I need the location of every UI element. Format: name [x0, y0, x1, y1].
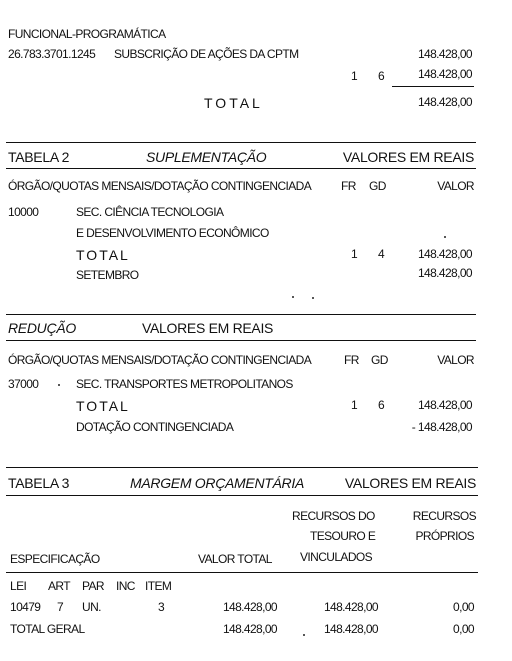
functional-amount-2: 148.428,00 [417, 67, 472, 81]
table2-bottom-rule [6, 168, 476, 169]
reducao-col-fr: FR [344, 353, 359, 367]
table2-org-name-2: E DESENVOLVIMENTO ECONÔMICO [76, 226, 269, 240]
scan-speck [312, 297, 314, 299]
table3-row-valor-total: 148.428,00 [222, 600, 277, 614]
functional-total-label: TOTAL [204, 95, 263, 111]
functional-code: 26.783.3701.1245 [8, 47, 96, 61]
table3-col-proprios-2: PRÓPRIOS [415, 529, 474, 543]
table3-header-rule [6, 495, 478, 496]
functional-heading: FUNCIONAL-PROGRAMÁTICA [8, 27, 166, 41]
reducao-bottom-rule [6, 340, 476, 341]
table3-sub-lei: LEI [10, 579, 27, 593]
reducao-col-org: ÓRGÃO/QUOTAS MENSAIS/DOTAÇÃO CONTINGENCIADA [8, 353, 312, 367]
table3-sub-inc: INC [116, 579, 135, 593]
table3-total-proprios: 0,00 [453, 622, 474, 636]
table2-total-label: TOTAL [76, 247, 130, 263]
table3-sub-item: ITEM [145, 579, 172, 593]
table3-currency: VALORES EM REAIS [344, 475, 476, 491]
table3-row-item: 3 [158, 600, 165, 614]
table3-sub-art: ART [48, 579, 70, 593]
table2-col-org: ÓRGÃO/QUOTAS MENSAIS/DOTAÇÃO CONTINGENCIADA [8, 179, 312, 193]
table3-subtitle: MARGEM ORÇAMENTÁRIA [130, 475, 304, 491]
table3-total-label: TOTAL GERAL [10, 622, 85, 636]
reducao-title: REDUÇÃO [8, 320, 76, 336]
table2-total-amount: 148.428,00 [417, 247, 472, 261]
table3-col-espec: ESPECIFICAÇÃO [10, 552, 100, 566]
functional-gd: 6 [378, 69, 385, 83]
sum-rule [392, 86, 474, 87]
reducao-dot-label: DOTAÇÃO CONTINGENCIADA [76, 420, 234, 434]
table3-total-tesouro: 148.428,00 [323, 622, 378, 636]
table3-total-valor-total: 148.428,00 [222, 622, 277, 636]
reducao-org-name: SEC. TRANSPORTES METROPOLITANOS [76, 377, 293, 391]
functional-amount: 148.428,00 [417, 47, 472, 61]
reducao-col-gd: GD [371, 353, 388, 367]
table3-row-lei: 10479 [10, 600, 41, 614]
table3-col-tesouro-1: RECURSOS DO [292, 509, 375, 523]
reducao-total-amount: 148.428,00 [417, 398, 472, 412]
table3-row-tesouro: 148.428,00 [323, 600, 378, 614]
functional-total-amount: 148.428,00 [417, 95, 472, 109]
functional-description: SUBSCRIÇÃO DE AÇÕES DA CPTM [114, 47, 299, 61]
scan-speck [303, 634, 305, 636]
table2-col-gd: GD [369, 179, 386, 193]
functional-fr: 1 [351, 69, 358, 83]
table3-columns-rule [6, 572, 478, 573]
table3-row-proprios: 0,00 [453, 600, 474, 614]
table2-top-rule [6, 142, 476, 143]
table2-total-fr: 1 [351, 247, 358, 261]
table3-title: TABELA 3 [8, 475, 70, 491]
table3-col-tesouro-2: TESOURO E [310, 529, 376, 543]
table2-currency: VALORES EM REAIS [342, 149, 474, 165]
table3-row-par: UN. [82, 600, 101, 614]
reducao-top-rule [6, 314, 476, 315]
table2-org-code: 10000 [8, 205, 39, 219]
reducao-col-valor: VALOR [437, 353, 474, 367]
reducao-total-label: TOTAL [76, 398, 130, 414]
reducao-dot-amount: - 148.428,00 [411, 420, 472, 434]
table3-col-valor-total: VALOR TOTAL [198, 552, 272, 566]
table2-col-fr: FR [341, 179, 356, 193]
reducao-currency: VALORES EM REAIS [142, 320, 274, 336]
table2-month-label: SETEMBRO [76, 268, 139, 282]
table3-col-proprios-1: RECURSOS [412, 509, 476, 523]
table2-col-valor: VALOR [437, 179, 474, 193]
table3-top-rule [6, 467, 478, 468]
table3-col-tesouro-3: VINCULADOS [300, 550, 373, 564]
table2-total-gd: 4 [378, 247, 385, 261]
scan-speck [444, 236, 446, 238]
reducao-org-code: 37000 [8, 377, 39, 391]
table2-title: TABELA 2 [8, 149, 70, 165]
reducao-total-fr: 1 [351, 398, 358, 412]
scan-speck [292, 296, 294, 298]
reducao-total-gd: 6 [378, 398, 385, 412]
table3-row-art: 7 [57, 600, 64, 614]
scan-speck [58, 384, 60, 386]
table2-month-amount: 148.428,00 [417, 266, 472, 280]
table2-subtitle: SUPLEMENTAÇÃO [146, 149, 267, 165]
table3-sub-par: PAR [82, 579, 104, 593]
table2-org-name-1: SEC. CIÊNCIA TECNOLOGIA [76, 205, 224, 219]
